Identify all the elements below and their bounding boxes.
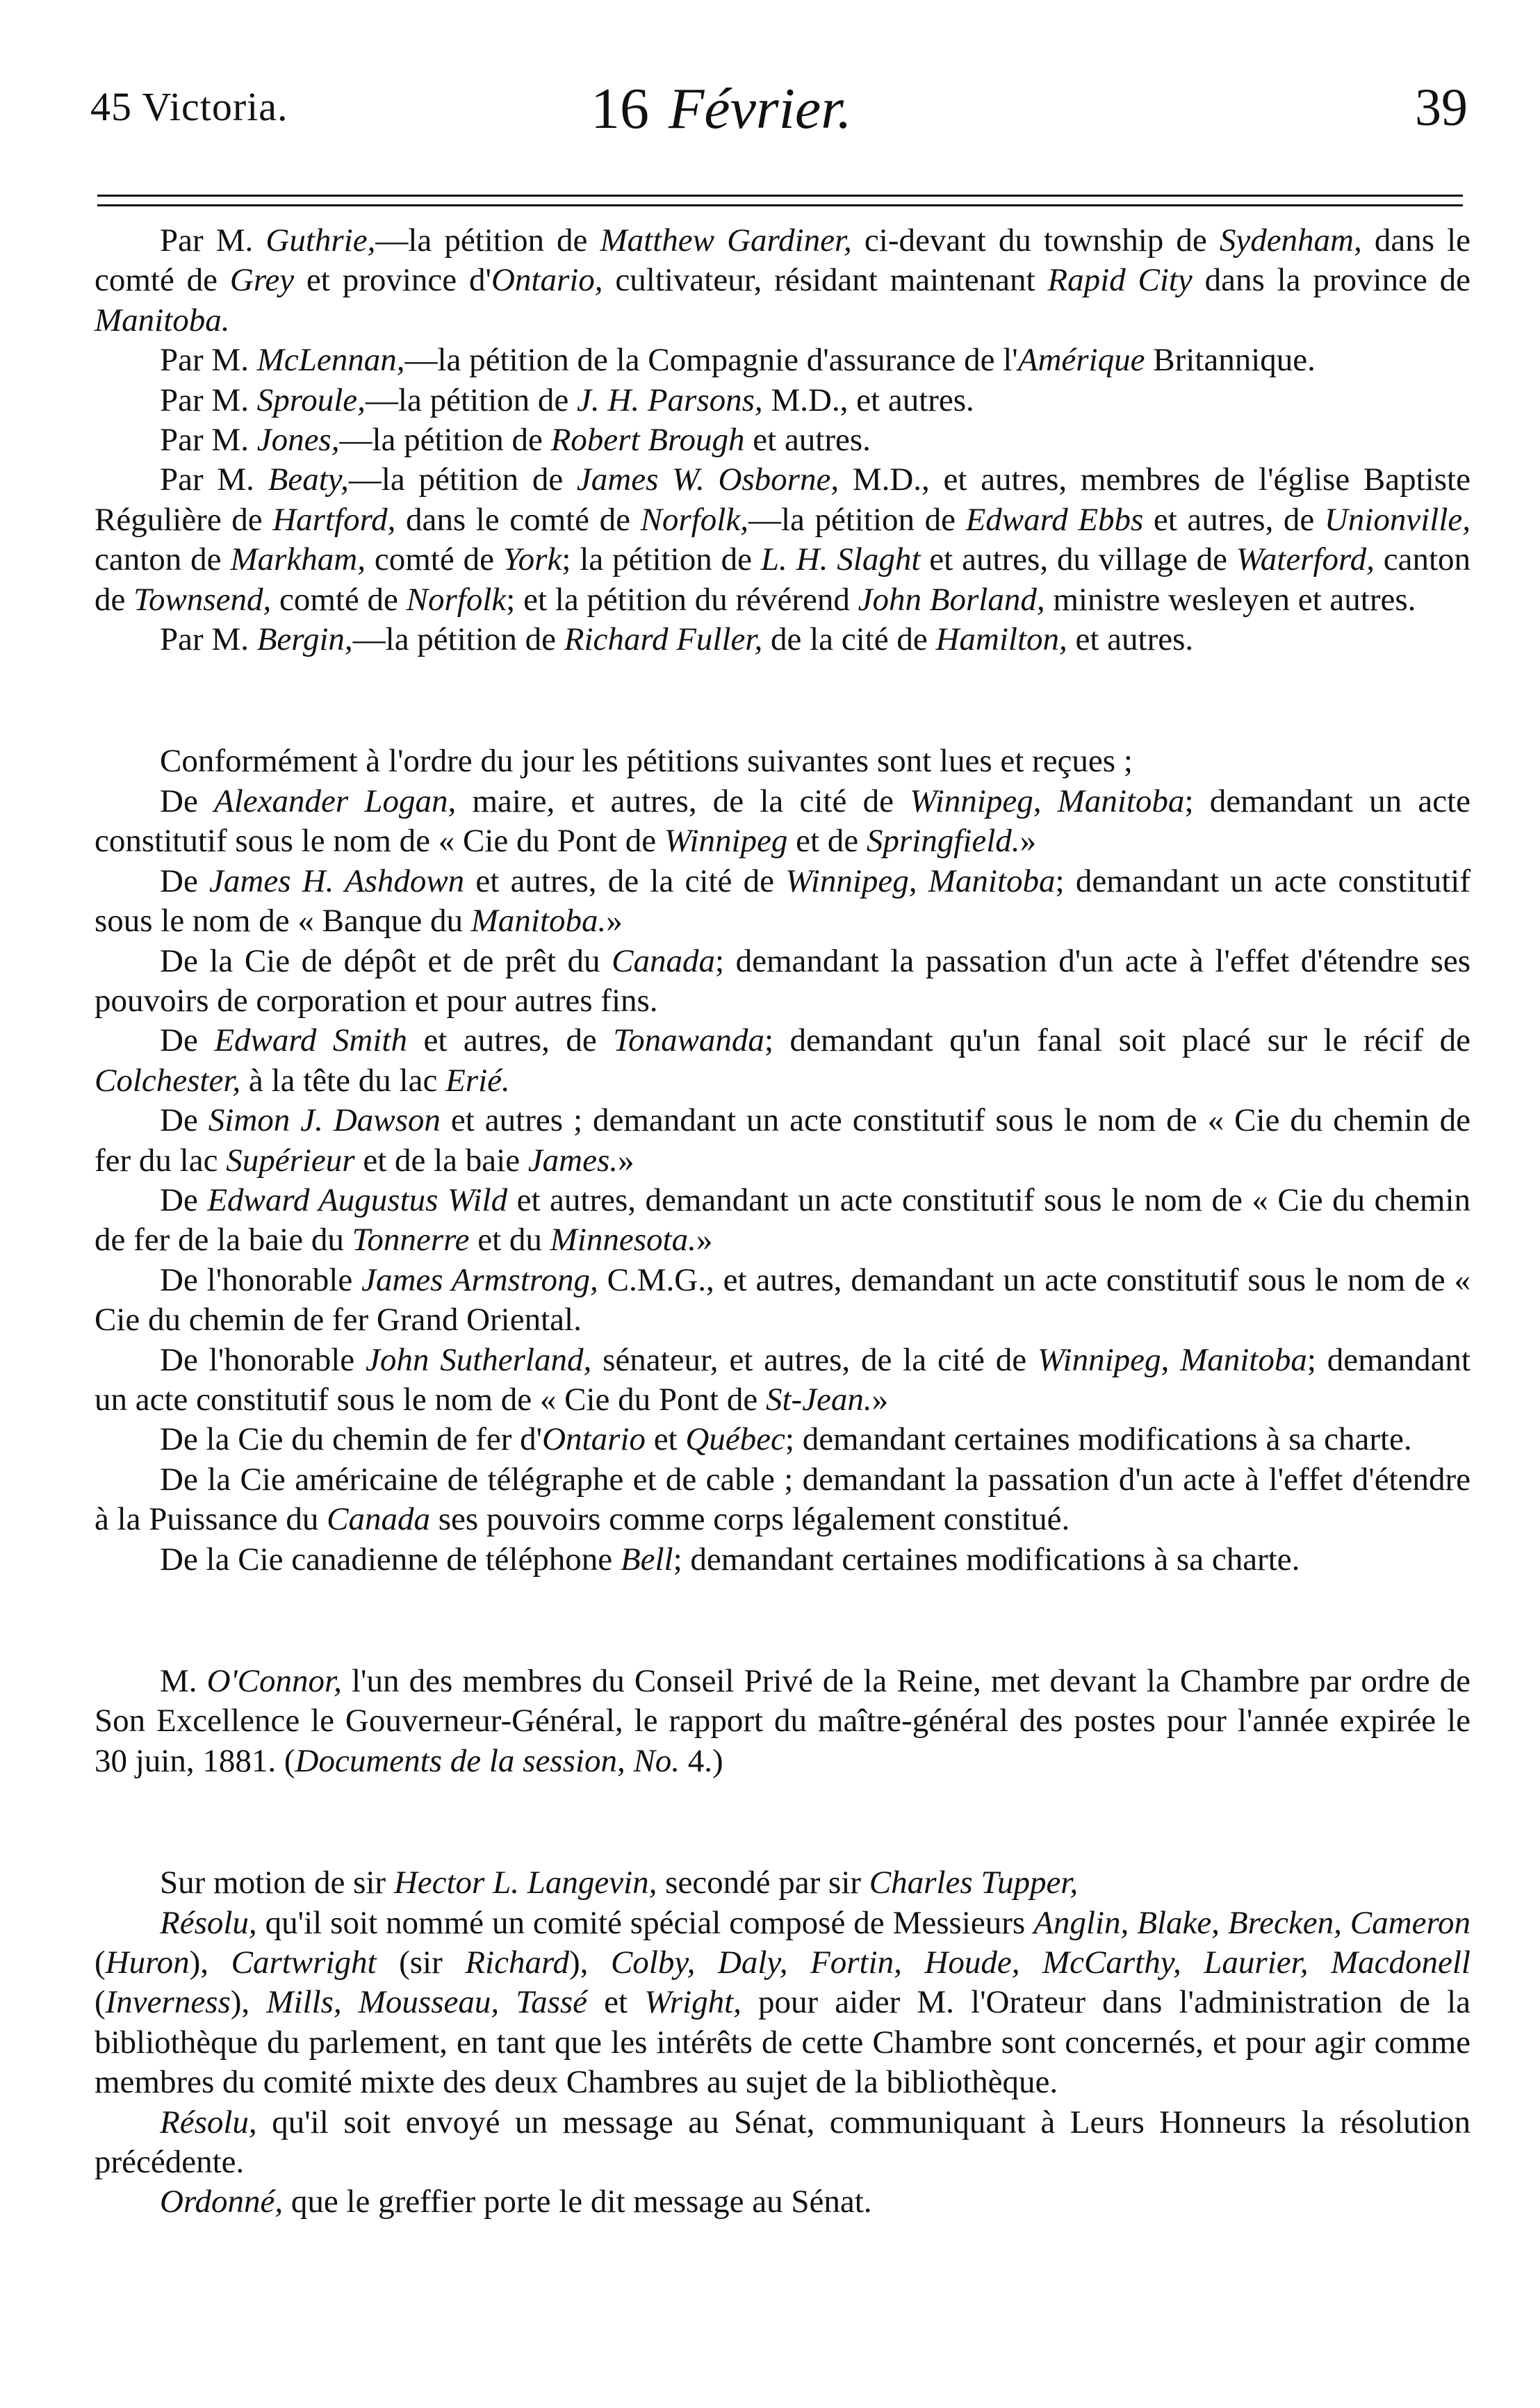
italic-run: Manitoba.: [470, 903, 607, 940]
text-run: ; demandant un acte constitutif sous le nom de « Banque du: [95, 862, 1471, 940]
text-run: à la tête du lac: [240, 1062, 446, 1099]
italic-run: Norfolk: [406, 581, 507, 618]
text-run: ministre wesleyen et autres.: [1045, 581, 1416, 618]
paragraph-resolu-1: [95, 1903, 1471, 2103]
italic-run: Edward Smith: [214, 1022, 407, 1059]
italic-run: John Borland,: [858, 581, 1045, 618]
text-run: et autres, de: [407, 1022, 614, 1059]
text-run: M.: [160, 1663, 207, 1699]
italic-run: Wright,: [644, 1984, 742, 2021]
text-run: Britannique.: [1145, 342, 1316, 379]
italic-run: St-Jean.: [765, 1381, 872, 1418]
italic-run: Edward Augustus Wild: [207, 1181, 508, 1218]
italic-run: Winnipeg, Manitoba: [785, 862, 1056, 899]
italic-run: Résolu,: [160, 2104, 257, 2140]
text-run: et: [587, 1984, 645, 2021]
text-run: cultivateur, résidant maintenant: [603, 262, 1048, 299]
text-run: Par M.: [160, 342, 257, 379]
text-run: Par M.: [160, 422, 257, 459]
text-run: ),: [569, 1944, 611, 1981]
text-run: canton de: [95, 541, 1471, 618]
italic-run: Inverness: [105, 1984, 231, 2021]
text-run: Conformément à l'ordre du jour les pétitions suivantes sont lues et reçues ;: [160, 743, 1133, 780]
paragraph-armstrong: [95, 1261, 1471, 1341]
italic-run: Unionville,: [1324, 501, 1471, 538]
italic-run: Colchester,: [95, 1062, 241, 1099]
text-run: —la pétition de: [375, 222, 600, 259]
italic-run: Ontario: [542, 1421, 646, 1458]
text-run: et autres, de: [1143, 501, 1325, 538]
italic-run: Hartford,: [272, 501, 396, 538]
text-run: maire, et autres, de la cité de: [456, 783, 910, 819]
text-run: ),: [230, 1984, 267, 2021]
italic-run: Sydenham,: [1219, 222, 1362, 259]
italic-run: Alexander Logan,: [214, 783, 457, 819]
paragraph-ontario-quebec: [95, 1420, 1471, 1459]
journal-body: [95, 221, 1471, 2222]
text-run: ses pouvoirs comme corps légalement constitué.: [430, 1501, 1070, 1538]
italic-run: Winnipeg, Manitoba: [1037, 1341, 1307, 1378]
paragraph-smith: [95, 1021, 1471, 1101]
text-run: —la pétition de: [352, 621, 564, 658]
text-run: et autres, de la cité de: [464, 862, 786, 899]
italic-run: Québec: [685, 1421, 785, 1458]
italic-run: James Armstrong,: [361, 1261, 598, 1298]
paragraph-ashdown: [95, 862, 1471, 942]
text-run: pour aider M. l'Orateur dans l'administration de la bibliothèque du parlement, en tant que les intérêts de cette Chambre sont concernés, et pour agir comme membres du comité mixte des deux Chambres au sujet de la bibliothèque.: [95, 1984, 1471, 2101]
paragraph-dawson: [95, 1101, 1471, 1181]
italic-run: John Sutherland,: [365, 1341, 592, 1378]
page-number: 39: [1415, 79, 1468, 137]
italic-run: Ordonné,: [160, 2184, 284, 2220]
text-run: Par M.: [160, 461, 268, 498]
italic-run: Canada: [327, 1501, 430, 1538]
paragraph-logan: [95, 782, 1471, 862]
italic-run: Canada: [612, 942, 715, 979]
italic-run: Winnipeg: [664, 823, 788, 860]
paragraph-motion: [95, 1863, 1471, 1903]
italic-run: Guthrie,: [265, 222, 376, 259]
italic-run: Manitoba.: [95, 302, 230, 338]
italic-run: Ontario,: [491, 262, 603, 299]
text-run: qu'il soit envoyé un message au Sénat, communiquant à Leurs Honneurs la résolution précédente.: [95, 2104, 1471, 2181]
text-run: —la pétition de: [339, 422, 551, 459]
text-run: et autres ; demandant un acte constitutif sous le nom de « Cie du chemin de fer du lac: [95, 1102, 1471, 1179]
italic-run: Bergin,: [256, 621, 353, 658]
paragraph-bell: [95, 1540, 1471, 1580]
text-run: —la pétition de: [365, 382, 578, 418]
italic-run: Matthew Gardiner,: [600, 222, 852, 259]
italic-run: Minnesota.: [550, 1222, 696, 1259]
italic-run: Anglin, Blake, Brecken, Cameron: [1033, 1904, 1471, 1941]
text-run: De l'honorable: [160, 1261, 362, 1298]
text-run: »: [696, 1222, 713, 1259]
text-run: ci-devant du township de: [851, 222, 1220, 259]
paragraph-guthrie: [95, 221, 1471, 341]
paragraph-beaty: [95, 460, 1471, 620]
text-run: canton de: [95, 541, 231, 578]
paragraph-jones: [95, 420, 1471, 460]
text-run: comté de: [271, 581, 407, 618]
text-run: De: [160, 1102, 208, 1139]
text-run: et autres.: [1067, 621, 1194, 658]
paragraph-oconnor: [95, 1662, 1471, 1781]
paragraph-ordonne: [95, 2182, 1471, 2222]
paragraph-resolu-2: [95, 2103, 1471, 2183]
italic-run: James H. Ashdown: [209, 862, 465, 899]
text-run: comté de: [365, 541, 503, 578]
text-run: que le greffier porte le dit message au Sénat.: [283, 2184, 872, 2220]
italic-run: Hector L. Langevin,: [393, 1865, 657, 1901]
italic-run: Waterford,: [1236, 541, 1375, 578]
date-month: Février.: [669, 76, 852, 141]
text-run: dans le comté de: [95, 222, 1471, 299]
italic-run: Townsend,: [133, 581, 272, 618]
italic-run: James.: [527, 1142, 619, 1179]
text-run: ; demandant certaines modifications à sa charte.: [673, 1541, 1300, 1578]
italic-run: Tonnerre: [352, 1222, 470, 1259]
text-run: et autres, demandant un acte constitutif sous le nom de « Cie du chemin de fer de la baie du: [95, 1181, 1471, 1259]
italic-run: Richard Fuller,: [564, 621, 763, 658]
text-run: 4.): [680, 1742, 723, 1779]
header-rule-bottom: [97, 204, 1463, 206]
italic-run: Résolu,: [160, 1904, 257, 1941]
paragraph-wild: [95, 1181, 1471, 1261]
italic-run: James W. Osborne,: [576, 461, 839, 498]
italic-run: Robert Brough: [550, 422, 745, 459]
text-run: qu'il soit nommé un comité spécial composé de Messieurs: [256, 1904, 1034, 1941]
text-run: —la pétition de: [348, 461, 577, 498]
text-run: De: [160, 1022, 215, 1059]
italic-run: Bell: [620, 1541, 673, 1578]
text-run: ; demandant qu'un fanal soit placé sur le récif de: [764, 1022, 1471, 1059]
regnal-year: 45 Victoria.: [90, 84, 288, 129]
italic-run: Tonawanda: [613, 1022, 764, 1059]
italic-run: Jones,: [256, 422, 340, 459]
italic-run: L. H. Slaght: [760, 541, 921, 578]
text-run: —la pétition de la Compagnie d'assurance de l': [404, 342, 1018, 379]
text-run: et autres, du village de: [920, 541, 1236, 578]
page-header: [90, 75, 1473, 158]
text-run: et de: [787, 823, 867, 860]
text-run: ; demandant un acte constitutif sous le nom de « Cie du Pont de: [95, 783, 1471, 860]
text-run: ; demandant certaines modifications à sa charte.: [785, 1421, 1412, 1458]
italic-run: York: [502, 541, 562, 578]
italic-run: J. H. Parsons,: [577, 382, 763, 418]
text-run: M.D., et autres, membres de l'église Baptiste Régulière de: [95, 461, 1471, 538]
italic-run: Beaty,: [268, 461, 349, 498]
italic-run: Richard: [465, 1944, 569, 1981]
paragraph-conformement: [95, 742, 1471, 781]
text-run: ; demandant un acte constitutif sous le nom de « Cie du Pont de: [95, 1341, 1471, 1418]
text-run: M.D., et autres.: [762, 382, 974, 418]
italic-run: Erié.: [445, 1062, 510, 1099]
text-run: De la Cie de dépôt et de prêt du: [160, 942, 612, 979]
italic-run: Winnipeg, Manitoba: [910, 783, 1185, 819]
text-run: Par M.: [160, 621, 257, 658]
italic-run: Norfolk,: [640, 501, 748, 538]
paragraph-bergin: [95, 620, 1471, 660]
text-run: (sir: [376, 1944, 466, 1981]
italic-run: O'Connor,: [206, 1663, 342, 1699]
text-run: »: [606, 903, 623, 940]
paragraph-depot-pret: [95, 942, 1471, 1022]
text-run: De l'honorable: [160, 1341, 366, 1378]
italic-run: Documents de la session, No.: [295, 1742, 680, 1779]
text-run: »: [618, 1142, 634, 1179]
text-run: ; demandant la passation d'un acte à l'effet d'étendre ses pouvoirs de corporation et pour autres fins.: [95, 942, 1471, 1019]
paragraph-telegraphe: [95, 1460, 1471, 1540]
text-run: secondé par sir: [657, 1865, 869, 1901]
text-run: et: [645, 1421, 686, 1458]
text-run: De: [160, 1181, 208, 1218]
paragraph-mclennan: [95, 341, 1471, 380]
text-run: (: [95, 1944, 106, 1981]
italic-run: Huron: [105, 1944, 190, 1981]
italic-run: Rapid City: [1047, 262, 1193, 299]
text-run: l'un des membres du Conseil Privé de la Reine, met devant la Chambre par ordre de Son Excellence le Gouverneur-Général, le rapport du maître-général des postes pour l'année expirée le 30 juin, 1881. (: [95, 1663, 1471, 1779]
italic-run: Amérique: [1017, 342, 1145, 379]
text-run: dans la province de: [1192, 262, 1471, 299]
text-run: sénateur, et autres, de la cité de: [591, 1341, 1038, 1378]
italic-run: McLennan,: [256, 342, 405, 379]
page-date: [591, 75, 852, 142]
text-run: Par M.: [160, 382, 257, 418]
italic-run: Mills, Mousseau, Tassé: [266, 1984, 588, 2021]
text-run: —la pétition de: [748, 501, 966, 538]
italic-run: Charles Tupper,: [869, 1865, 1079, 1901]
text-run: dans le comté de: [395, 501, 641, 538]
text-run: ; et la pétition du révérend: [506, 581, 858, 618]
italic-run: Markham,: [230, 541, 366, 578]
text-run: »: [1019, 823, 1037, 860]
italic-run: Edward Ebbs: [965, 501, 1144, 538]
text-run: et autres.: [744, 422, 871, 459]
italic-run: Hamilton,: [935, 621, 1067, 658]
italic-run: Supérieur: [226, 1142, 355, 1179]
date-day: 16: [591, 76, 649, 141]
text-run: De: [160, 862, 210, 899]
text-run: Par M.: [160, 222, 266, 259]
text-run: De: [160, 783, 215, 819]
paragraph-sproule: [95, 381, 1471, 420]
text-run: de la cité de: [762, 621, 936, 658]
text-run: et province d': [294, 262, 491, 299]
text-run: C.M.G., et autres, demandant un acte constitutif sous le nom de « Cie du chemin de fer Grand Oriental.: [95, 1261, 1471, 1338]
italic-run: Springfield.: [866, 823, 1020, 860]
text-run: ),: [189, 1944, 231, 1981]
text-run: De la Cie du chemin de fer d': [160, 1421, 543, 1458]
text-run: De la Cie canadienne de téléphone: [160, 1541, 621, 1578]
paragraph-sutherland: [95, 1341, 1471, 1420]
text-run: (: [95, 1984, 106, 2021]
text-run: Sur motion de sir: [160, 1865, 394, 1901]
header-rule-top: [97, 195, 1463, 197]
italic-run: Simon J. Dawson: [208, 1102, 441, 1139]
italic-run: Colby, Daly, Fortin, Houde, McCarthy, Laurier, Macdonell: [610, 1944, 1471, 1981]
italic-run: Cartwright: [231, 1944, 377, 1981]
text-run: De la Cie américaine de télégraphe et de cable ; demandant la passation d'un acte à l'effet d'étendre à la Puissance du: [95, 1461, 1471, 1538]
text-run: et du: [469, 1222, 550, 1259]
text-run: »: [871, 1381, 889, 1418]
text-run: ; la pétition de: [562, 541, 761, 578]
italic-run: Sproule,: [256, 382, 366, 418]
italic-run: Grey: [229, 262, 295, 299]
text-run: et de la baie: [354, 1142, 528, 1179]
